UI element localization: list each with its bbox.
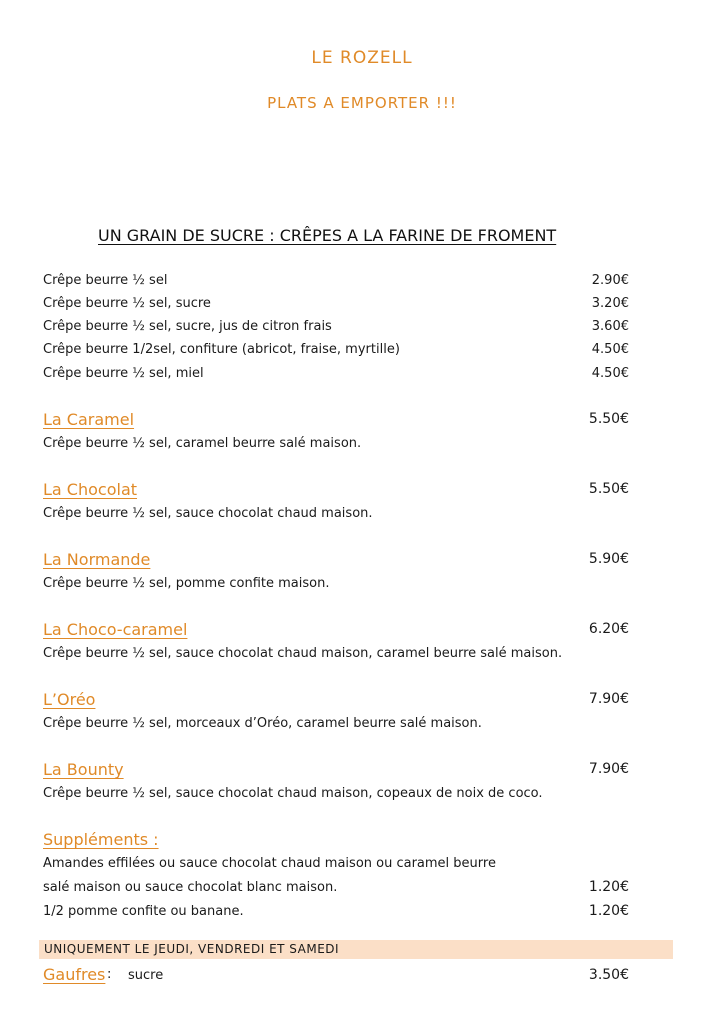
supplements-line: Amandes effilées ou sauce chocolat chaud maison ou caramel beurre (43, 856, 496, 871)
item-label: Crêpe beurre ½ sel, sucre, jus de citron frais (43, 319, 332, 334)
supplements-line: 1/2 pomme confite ou banane. (43, 904, 244, 919)
specialty-price: 5.50€ (588, 411, 629, 427)
item-price: 2.90€ (591, 273, 629, 288)
gaufres-colon: : (107, 967, 112, 982)
item-price: 4.50€ (591, 342, 629, 357)
specialty-description: Crêpe beurre ½ sel, sauce chocolat chaud maison, caramel beurre salé maison. (43, 646, 563, 661)
specialty-price: 6.20€ (588, 621, 629, 637)
restaurant-title: LE ROZELL (311, 48, 413, 68)
specialty-name: La Bounty (43, 760, 124, 779)
specialty-description: Crêpe beurre ½ sel, caramel beurre salé maison. (43, 436, 362, 451)
section-heading: UN GRAIN DE SUCRE : CRÊPES A LA FARINE DE FROMENT (98, 226, 557, 245)
supplements-title: Suppléments : (43, 830, 159, 849)
specialty-description: Crêpe beurre ½ sel, sauce chocolat chaud maison, copeaux de noix de coco. (43, 786, 543, 801)
specialty-name: La Caramel (43, 410, 135, 429)
days-banner (39, 940, 673, 959)
menu-row (43, 318, 629, 336)
specialty-price: 5.50€ (588, 481, 629, 497)
gaufres-name: Gaufres (43, 965, 106, 984)
menu-row (43, 295, 629, 313)
item-label: Crêpe beurre ½ sel, sucre (43, 296, 211, 311)
supplements-line: salé maison ou sauce chocolat blanc maison. (43, 880, 338, 895)
item-price: 3.60€ (591, 319, 629, 334)
specialty-price: 5.90€ (588, 551, 629, 567)
specialty-name: La Chocolat (43, 480, 138, 499)
specialty-description: Crêpe beurre ½ sel, pomme confite maison. (43, 576, 330, 591)
specialty-description: Crêpe beurre ½ sel, sauce chocolat chaud maison. (43, 506, 373, 521)
specialty-name: L’Oréo (43, 690, 96, 709)
specialty-price: 7.90€ (588, 761, 629, 777)
menu-row (43, 341, 629, 359)
supplements-price: 1.20€ (588, 879, 629, 895)
item-price: 3.20€ (591, 296, 629, 311)
menu-subtitle: PLATS A EMPORTER !!! (267, 94, 457, 112)
specialty-price: 7.90€ (588, 691, 629, 707)
item-label: Crêpe beurre ½ sel, miel (43, 366, 204, 381)
specialty-name: La Normande (43, 550, 151, 569)
specialty-name: La Choco-caramel (43, 620, 188, 639)
gaufres-price: 3.50€ (588, 967, 629, 983)
item-label: Crêpe beurre ½ sel (43, 273, 168, 288)
supplements-price: 1.20€ (588, 903, 629, 919)
gaufres-type: sucre (128, 968, 164, 983)
days-banner-text: UNIQUEMENT LE JEUDI, VENDREDI ET SAMEDI (44, 942, 340, 956)
menu-row (43, 365, 629, 383)
specialty-description: Crêpe beurre ½ sel, morceaux d’Oréo, caramel beurre salé maison. (43, 716, 482, 731)
item-label: Crêpe beurre 1/2sel, confiture (abricot, fraise, myrtille) (43, 342, 400, 357)
menu-row (43, 272, 629, 290)
item-price: 4.50€ (591, 366, 629, 381)
